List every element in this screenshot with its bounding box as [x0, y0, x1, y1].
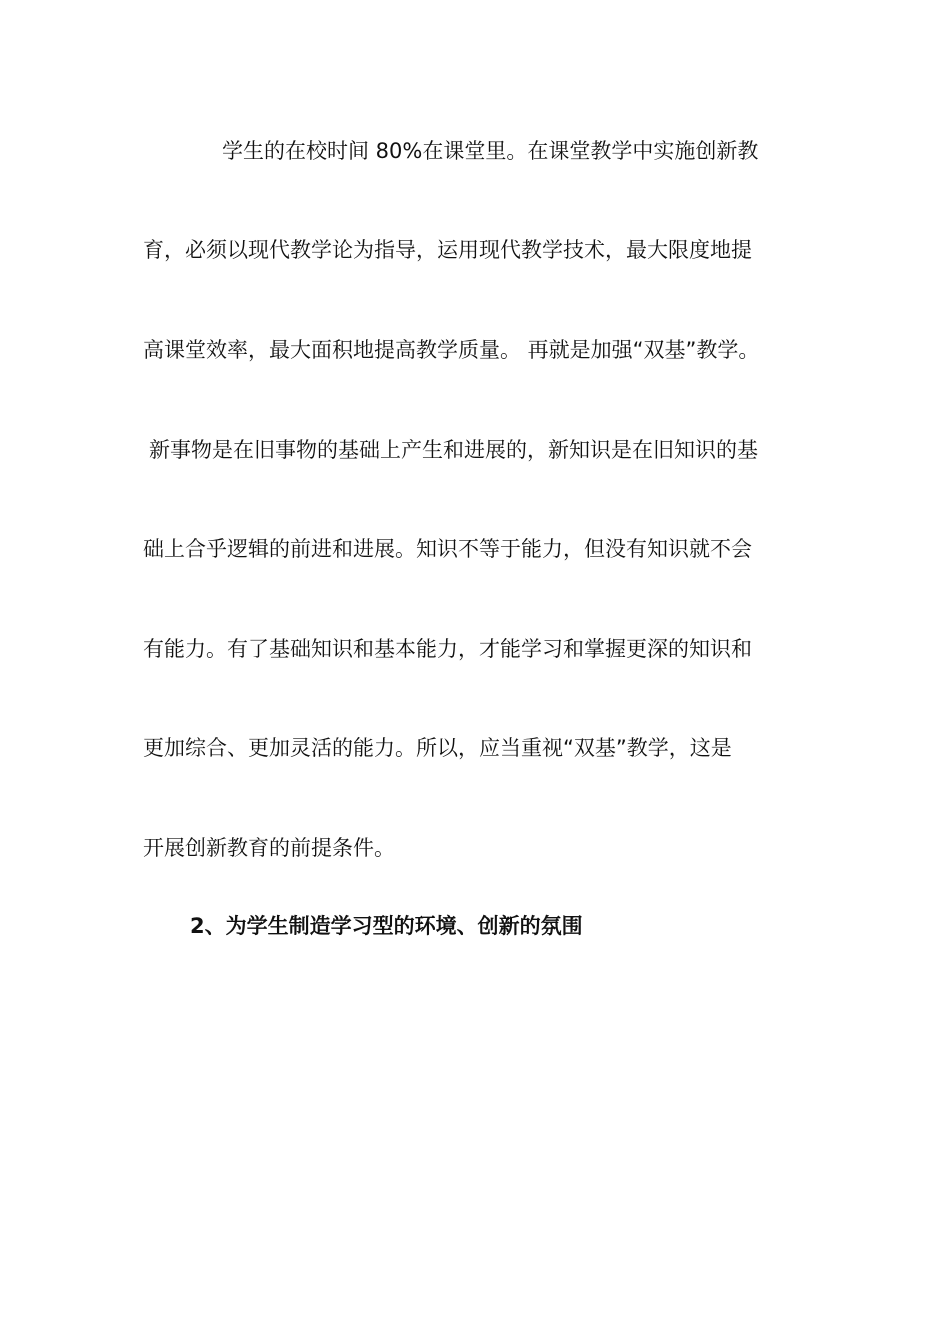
paragraph-line: 开展创新教育的前提条件。	[143, 836, 395, 860]
paragraph-line: 高课堂效率，最大面积地提高教学质量。 再就是加强“双基”教学。	[143, 338, 760, 362]
paragraph-line: 学生的在校时间 80%在课堂里。在课堂教学中实施创新教	[222, 139, 759, 163]
paragraph-line: 育，必须以现代教学论为指导，运用现代教学技术，最大限度地提	[143, 238, 752, 262]
paragraph-line: 础上合乎逻辑的前进和进展。知识不等于能力，但没有知识就不会	[143, 537, 752, 561]
paragraph-line: 更加综合、更加灵活的能力。所以，应当重视“双基”教学，这是	[143, 736, 732, 760]
section-heading: 2、为学生制造学习型的环境、创新的氛围	[190, 914, 583, 938]
paragraph-line: 有能力。有了基础知识和基本能力，才能学习和掌握更深的知识和	[143, 637, 752, 661]
paragraph-line: 新事物是在旧事物的基础上产生和进展的，新知识是在旧知识的基	[149, 438, 758, 462]
